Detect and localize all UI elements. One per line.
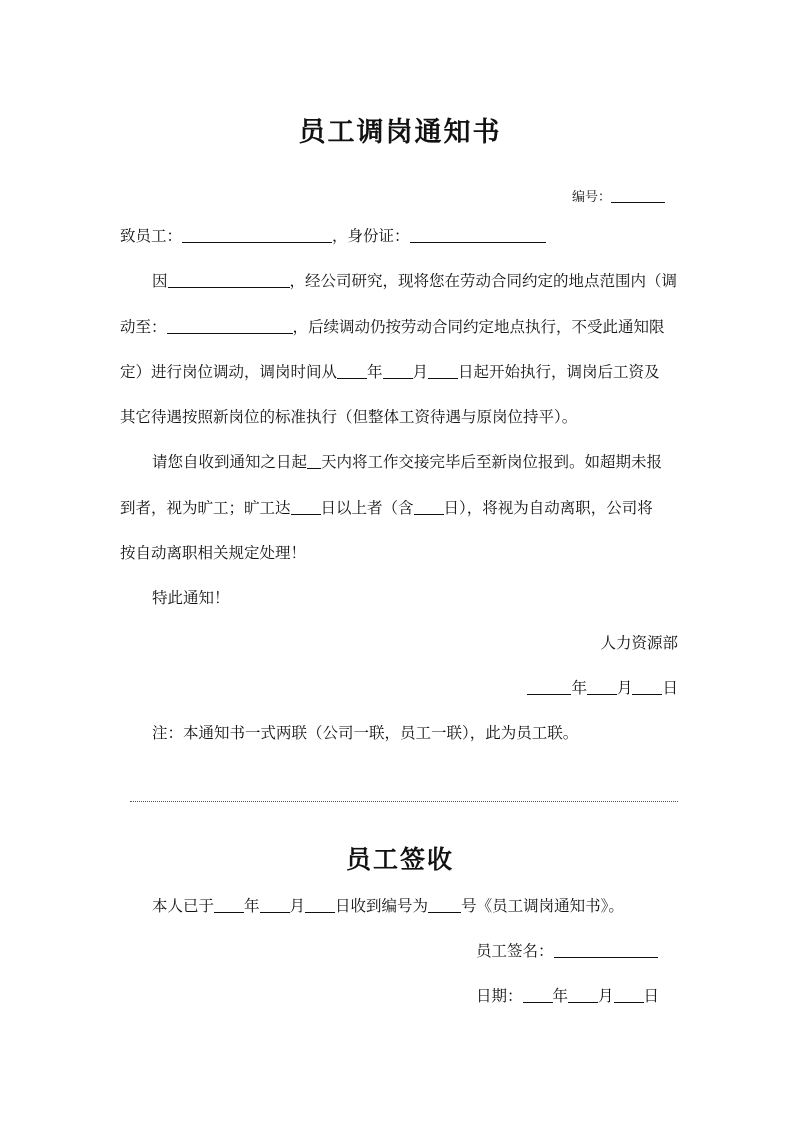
- receipt-day-blank: [305, 896, 335, 913]
- signature-blank: [554, 941, 658, 958]
- month-label: 月: [412, 363, 429, 381]
- serial-blank: [611, 186, 665, 203]
- paragraph1-line1: [152, 271, 677, 291]
- note-text: 注：本通知书一式两联（公司一联，员工一联），此为员工联。: [152, 724, 579, 742]
- receipt-text: 日收到编号为: [335, 897, 429, 915]
- month-label: 月: [598, 987, 614, 1005]
- month-blank: [383, 362, 413, 379]
- receipt-date-month-blank: [568, 986, 598, 1003]
- employee-name-blank: [182, 226, 332, 243]
- paragraph2-line1: [152, 452, 662, 472]
- day-label: 日: [662, 679, 678, 697]
- year-label: 年: [244, 897, 260, 915]
- p2-text: 请您自收到通知之日起: [152, 453, 308, 471]
- p2-text: 日），将视为自动离职，公司将: [443, 499, 653, 517]
- p1-text: 日起开始执行，调岗后工资及: [458, 363, 660, 381]
- receipt-text: 本人已于: [152, 897, 215, 915]
- receipt-text: 号《员工调岗通知书》。: [461, 897, 624, 915]
- paragraph1-line4: [120, 407, 577, 427]
- receipt-title: 员工签收: [345, 845, 454, 874]
- p2-text: 到者，视为旷工；旷工达: [120, 499, 291, 517]
- receipt-month-blank: [260, 896, 290, 913]
- issue-date-line: [527, 678, 678, 698]
- department-name: 人力资源部: [600, 634, 678, 652]
- day-label: 日: [643, 987, 660, 1005]
- issue-year-blank: [527, 678, 571, 695]
- p1-text: 动至：: [120, 318, 167, 336]
- paragraph2-line2: [120, 498, 653, 518]
- employee-label: 致员工：: [120, 227, 183, 245]
- receipt-date-line: [476, 986, 659, 1006]
- p1-text: ，经公司研究，现将您在劳动合同约定的地点范围内（调: [289, 272, 678, 290]
- receipt-date-year-blank: [523, 986, 553, 1003]
- paragraph1-line2: [120, 317, 665, 337]
- receipt-serial-blank: [428, 896, 461, 913]
- new-location-blank: [167, 317, 293, 334]
- inclusive-days-blank: [414, 498, 444, 515]
- p1-text: 定）进行岗位调动，调岗时间从: [120, 363, 338, 381]
- year-label: 年: [571, 679, 587, 697]
- p2-text: 日以上者（含: [320, 499, 414, 517]
- absent-days-blank: [291, 498, 321, 515]
- p1-text: ，后续调动仍按劳动合同约定地点执行，不受此通知限: [292, 318, 665, 336]
- month-label: 月: [616, 679, 633, 697]
- id-label: ，身份证：: [332, 227, 410, 245]
- reason-blank: [168, 271, 290, 288]
- month-label: 月: [289, 897, 306, 915]
- signature-label: 员工签名：: [476, 942, 554, 960]
- receipt-date-day-blank: [614, 986, 644, 1003]
- closing-text: 特此通知！: [152, 589, 230, 607]
- year-label: 年: [552, 987, 569, 1005]
- issue-month-blank: [587, 678, 617, 695]
- receipt-date-label: 日期：: [476, 987, 523, 1005]
- notice-title: 员工调岗通知书: [298, 117, 502, 148]
- signature-line: [476, 941, 658, 961]
- serial-number-field: [572, 186, 665, 208]
- days-blank: [307, 452, 321, 469]
- id-number-blank: [410, 226, 546, 243]
- year-blank: [337, 362, 367, 379]
- day-blank: [428, 362, 458, 379]
- employee-line: [120, 226, 546, 246]
- year-label: 年: [367, 363, 383, 381]
- issue-day-blank: [632, 678, 662, 695]
- receipt-year-blank: [214, 896, 244, 913]
- paragraph1-line3: [120, 362, 660, 382]
- p2-text: 天内将工作交接完毕后至新岗位报到。如超期未报: [321, 453, 663, 471]
- p1-text: 因: [152, 272, 168, 290]
- receipt-line: [152, 896, 624, 916]
- tear-off-divider: [130, 801, 678, 802]
- paragraph2-line3: [120, 543, 306, 563]
- serial-label: 编号：: [572, 190, 612, 205]
- p1-text: 其它待遇按照新岗位的标准执行（但整体工资待遇与原岗位持平）。: [120, 408, 578, 426]
- p2-text: 按自动离职相关规定处理！: [120, 544, 307, 562]
